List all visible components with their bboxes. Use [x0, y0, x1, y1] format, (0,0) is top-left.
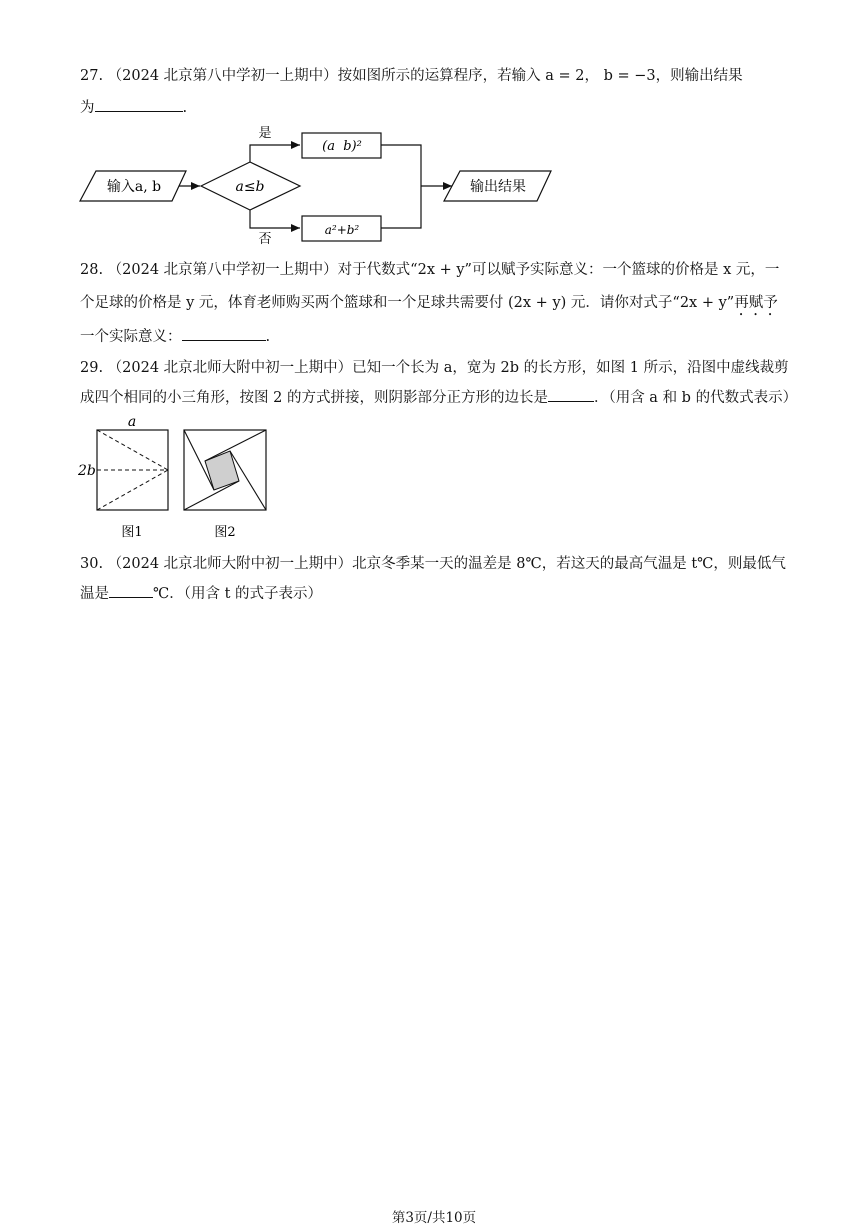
q29-line2-prefix: 成四个相同的小三角形，按图 2 的方式拼接，则阴影部分正方形的边长是 [80, 390, 548, 406]
fig1-caption: 图1 [121, 525, 143, 540]
flowchart-input-label: 输入a, b [106, 179, 162, 195]
q28-line3-prefix: 一个实际意义： [80, 329, 182, 345]
q29-line1: 29. （2024 北京北师大附中初一上期中）已知一个长为 a，宽为 2b 的长方形，如图 1 所示，沿图中虚线裁剪 [80, 360, 789, 376]
fig2-cut-line-2 [205, 430, 266, 461]
q30-line1: 30. （2024 北京北师大附中初一上期中）北京冬季某一天的温差是 8℃，若这天的最高气温是 t℃，则最低气 [80, 556, 786, 572]
flowchart-yes-label: 是 [258, 126, 272, 141]
q29-line2 [80, 387, 797, 408]
fig1-dashed-diagonal-top [97, 430, 168, 470]
q27-line2 [80, 97, 187, 118]
q27-line2-suffix: . [182, 100, 188, 116]
q28-answer-blank[interactable] [182, 326, 266, 341]
q28-line2 [80, 293, 778, 319]
flowchart-yes-branch [250, 145, 300, 162]
fig2-caption: 图2 [214, 525, 236, 540]
q27-line2-prefix: 为 [80, 100, 95, 116]
flowchart-yes-expr: (a b)² [322, 139, 362, 154]
q27-flowchart [74, 124, 564, 248]
fig1-top-label: a [127, 414, 137, 430]
q29-line2-suffix: ．（用含 a 和 b 的代数式表示） [593, 390, 798, 406]
flowchart-no-expr: a²+b² [324, 223, 360, 237]
flowchart-condition-label: a≤b [235, 179, 265, 195]
q28-line3 [80, 326, 270, 347]
q29-figures [74, 413, 274, 541]
q30-line2-prefix: 温是 [80, 586, 109, 602]
flowchart-merge-line [381, 145, 421, 228]
q28-line1: 28. （2024 北京第八中学初一上期中）对于代数式“2x + y”可以赋予实际意义：一个篮球的价格是 x 元，一 [80, 262, 780, 278]
flowchart-no-branch [250, 210, 300, 228]
flowchart-output-label: 输出结果 [470, 179, 526, 195]
fig1-side-label: 2b [78, 463, 96, 479]
q30-line2 [80, 583, 322, 604]
q29-answer-blank[interactable] [548, 387, 594, 402]
q28-line2-emphasis: 再赋予 [734, 295, 778, 311]
fig1-dashed-diagonal-bottom [97, 470, 168, 510]
q28-line3-suffix: . [265, 329, 271, 345]
q28-line2-text: 个足球的价格是 y 元，体育老师购买两个篮球和一个足球共需要付 (2x + y) 元．请你对式子“2x + y” [80, 295, 735, 311]
q30-answer-blank[interactable] [109, 583, 153, 598]
q27-answer-blank[interactable] [95, 97, 183, 112]
q30-line2-suffix: ℃．（用含 t 的式子表示） [153, 586, 323, 602]
flowchart-no-label: 否 [258, 232, 272, 247]
page-footer: 第3页/共10页 [391, 1210, 477, 1226]
q27-line1: 27. （2024 北京第八中学初一上期中）按如图所示的运算程序，若输入 a = 2， b = −3，则输出结果 [80, 68, 743, 84]
